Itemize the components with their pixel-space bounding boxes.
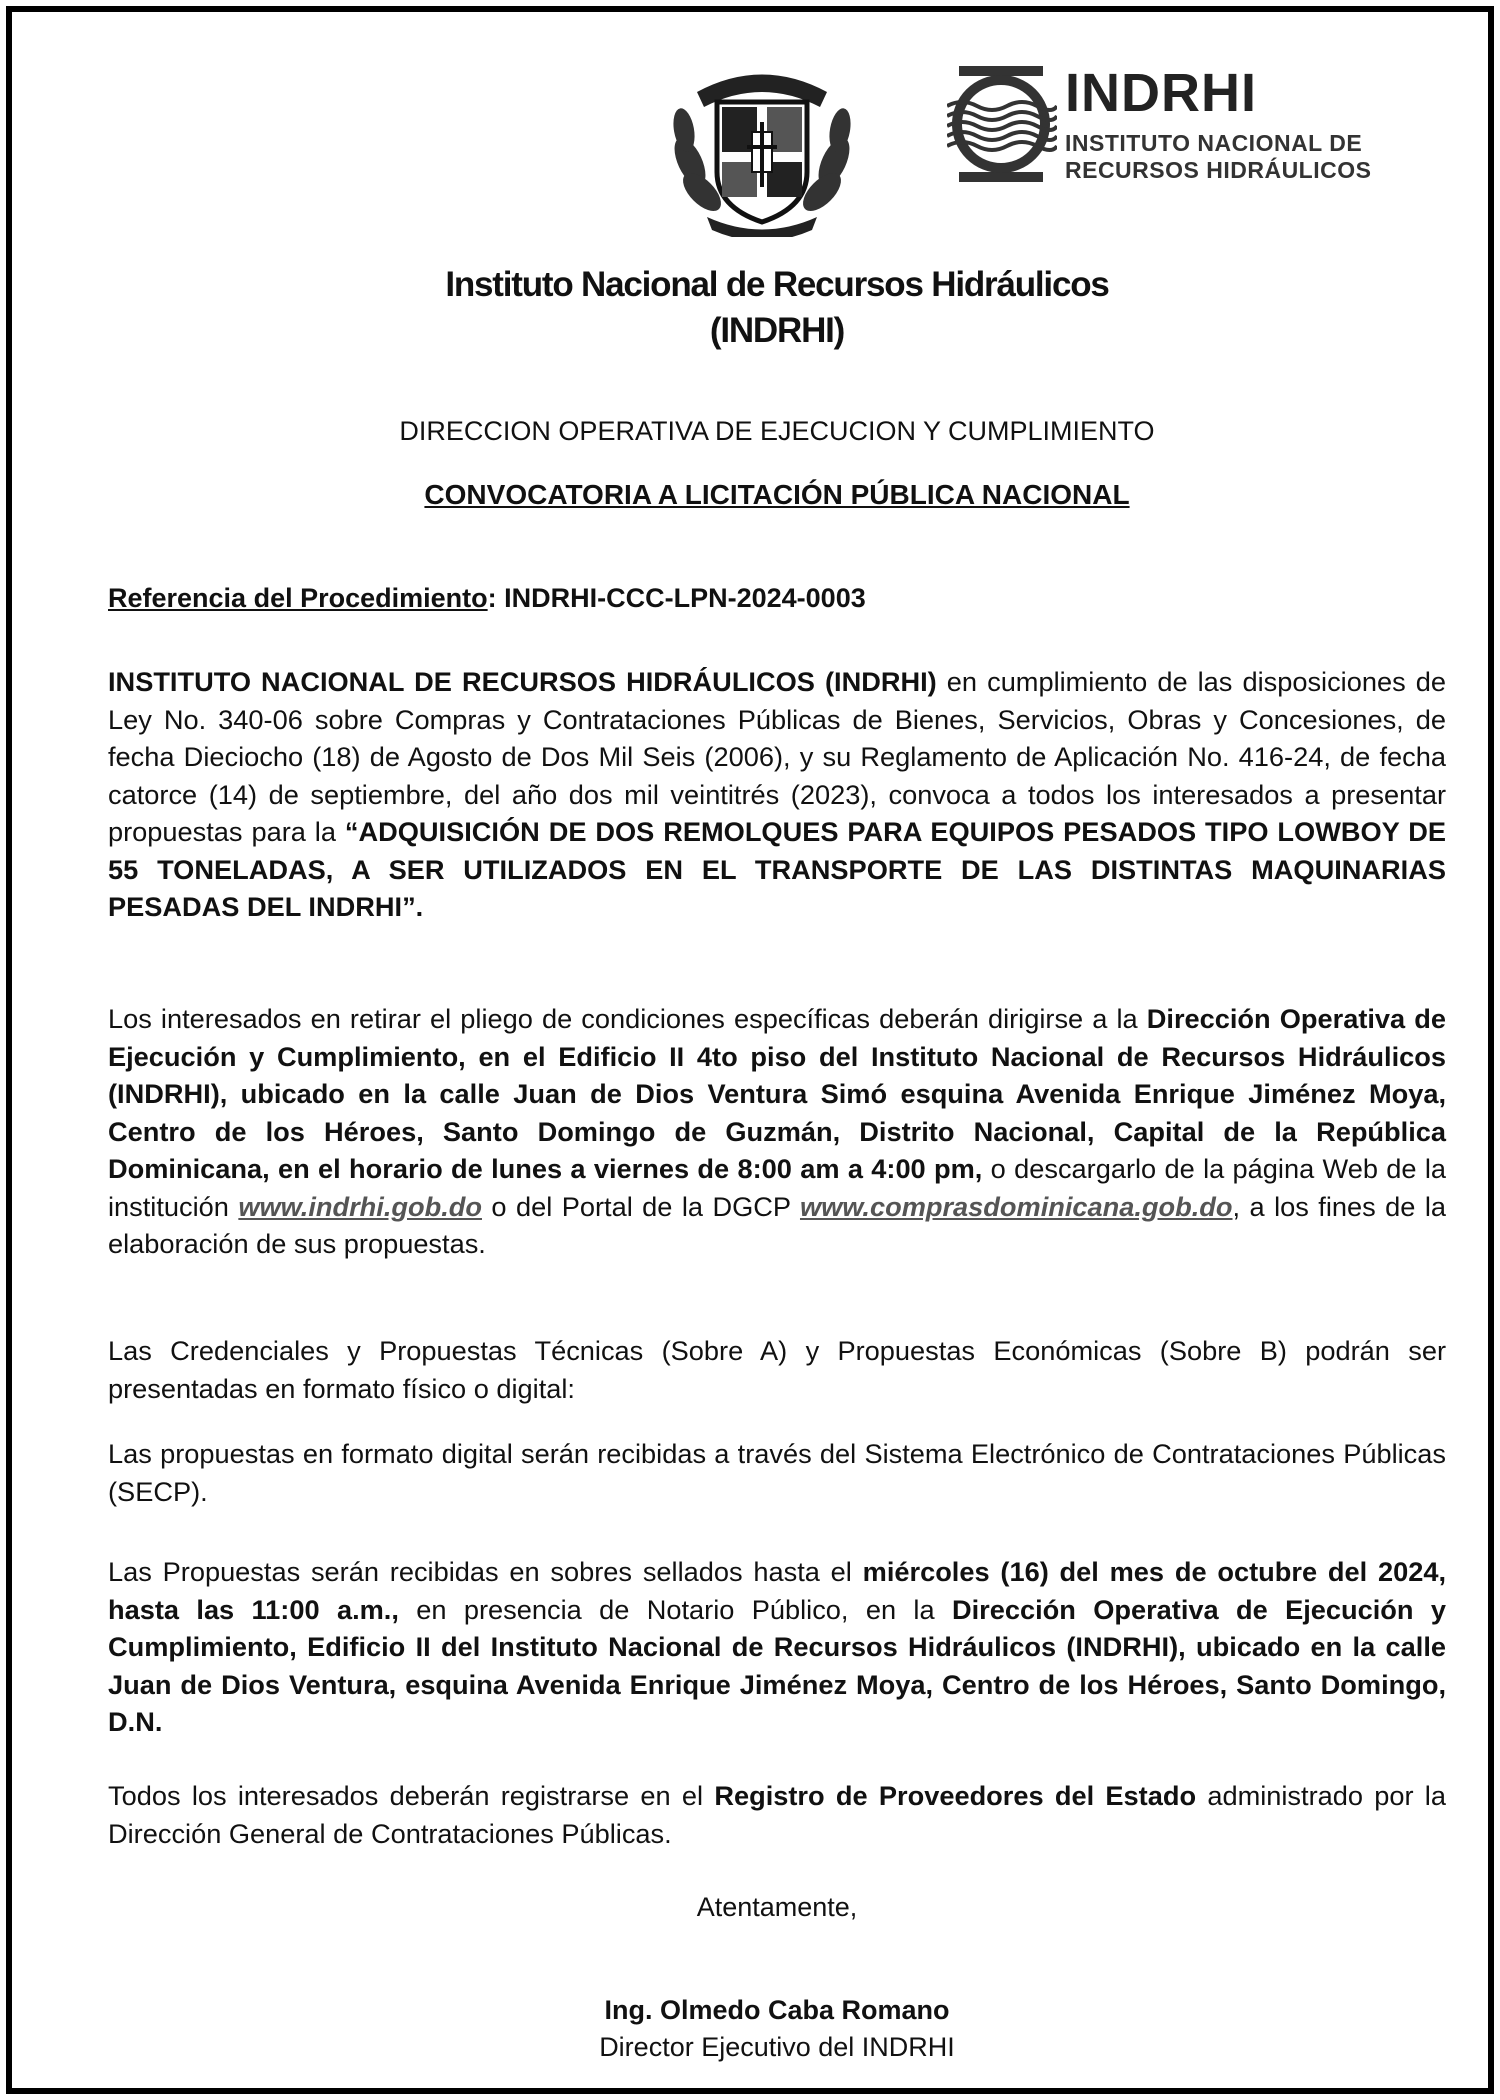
indrhi-logo-name: INDRHI xyxy=(1065,63,1257,123)
paragraph-credenciales: Las Credenciales y Propuestas Técnicas (Sobre A) y Propuestas Económicas (Sobre B) podrán ser presentadas en formato físico o digital: xyxy=(108,1335,1446,1404)
p2-address: Dirección Operativa de Ejecución y Cumplimiento, en el Edificio II 4to piso del Instituto Nacional de Recursos Hidráulicos (INDRHI), ubicado en la calle Juan de Dios Ventura Simó esquina Avenida Enrique Jiménez Moya, Centro de los Héroes, Santo Domingo de Guzmán, Distrito Nacional, Capital de la República Dominicana, en el horario de lunes a viernes de 8:00 am a 4:00 pm, xyxy=(108,1003,1447,1184)
p2-text-4: , a los fines de la elaboración de sus propuestas. xyxy=(108,1190,1446,1259)
coat-of-arms-icon xyxy=(662,52,862,237)
p2-text-3: o del Portal de la DGCP xyxy=(481,1190,800,1222)
p1-object: “ADQUISICIÓN DE DOS REMOLQUES PARA EQUIPOS PESADOS TIPO LOWBOY DE 55 TONELADAS, A SER UTILIZADOS EN EL TRANSPORTE DE LAS DISTINTAS MAQUINARIAS PESADAS DEL INDRHI”. xyxy=(108,816,1446,922)
p6-text-2: administrado por la Dirección General de Contrataciones Públicas. xyxy=(108,1780,1446,1849)
p2-text-2: o descargarlo de la página Web de la institución xyxy=(108,1153,1446,1222)
header-logos xyxy=(567,52,1407,242)
notice-title: CONVOCATORIA A LICITACIÓN PÚBLICA NACIONAL xyxy=(424,479,1130,510)
indrhi-waves-icon xyxy=(947,64,1057,184)
paragraph-convocation xyxy=(108,663,1446,926)
signatory-title: Director Ejecutivo del INDRHI xyxy=(599,2032,955,2062)
indrhi-website-link[interactable]: www.indrhi.gob.do xyxy=(238,1190,482,1222)
indrhi-logo-subtitle xyxy=(1065,130,1371,184)
p5-deadline: miércoles (16) del mes de octubre del 2024, hasta las 11:00 a.m., xyxy=(108,1556,1446,1625)
indrhi-logo-sub-line2: RECURSOS HIDRÁULICOS xyxy=(1065,157,1372,183)
p5-location: Dirección Operativa de Ejecución y Cumplimiento, Edificio II del Instituto Nacional de Recursos Hidráulicos (INDRHI), ubicado en la calle Juan de Dios Ventura, esquina Avenida Enrique Jiménez Moya, Centro de los Héroes, Santo Domingo, D.N. xyxy=(108,1593,1447,1737)
org-title-line1: Instituto Nacional de Recursos Hidráulicos xyxy=(445,265,1109,304)
procedure-reference xyxy=(108,583,866,614)
indrhi-logo-sub-line1: INSTITUTO NACIONAL DE xyxy=(1065,130,1363,156)
closing-greeting: Atentamente, xyxy=(696,1892,858,1922)
paragraph-digital: Las propuestas en formato digital serán recibidas a través del Sistema Electrónico de Contrataciones Públicas (SECP). xyxy=(108,1438,1446,1507)
org-title-line2: (INDRHI) xyxy=(709,311,845,350)
p1-text: en cumplimiento de las disposiciones de Ley No. 340-06 sobre Compras y Contrataciones Públicas de Bienes, Servicios, Obras y Concesiones, de fecha Dieciocho (18) de Agosto de Dos Mil Seis (2006), y su Reglamento de Aplicación No. 416-24, de fecha catorce (14) de septiembre, del año dos mil veintitrés (2023), convoca a todos los interesados a presentar propuestas para la xyxy=(108,666,1446,847)
page-frame xyxy=(6,6,1494,2094)
paragraph-registro xyxy=(108,1777,1446,1852)
dgcp-portal-link[interactable]: www.comprasdominicana.gob.do xyxy=(799,1190,1233,1222)
reference-colon: : xyxy=(487,583,497,613)
p6-registry: Registro de Proveedores del Estado xyxy=(714,1780,1197,1811)
p6-text-1: Todos los interesados deberán registrarse en el xyxy=(108,1780,715,1811)
department-heading: DIRECCION OPERATIVA DE EJECUCION Y CUMPLIMIENTO xyxy=(399,416,1155,446)
p1-organization: INSTITUTO NACIONAL DE RECURSOS HIDRÁULICOS (INDRHI) xyxy=(108,666,937,697)
p2-text-1: Los interesados en retirar el pliego de condiciones específicas deberán dirigirse a la xyxy=(108,1003,1147,1034)
organization-title xyxy=(108,262,1446,354)
reference-label: Referencia del Procedimiento xyxy=(108,583,488,613)
paragraph-pliego xyxy=(108,1000,1446,1263)
reference-value: INDRHI-CCC-LPN-2024-0003 xyxy=(504,583,866,613)
p5-text-2: en presencia de Notario Público, en la xyxy=(398,1593,952,1625)
indrhi-logo xyxy=(947,64,1407,194)
p5-text-1: Las Propuestas serán recibidas en sobres sellados hasta el xyxy=(108,1556,863,1587)
paragraph-recepcion xyxy=(108,1553,1446,1741)
signatory-name: Ing. Olmedo Caba Romano xyxy=(604,1995,950,2025)
